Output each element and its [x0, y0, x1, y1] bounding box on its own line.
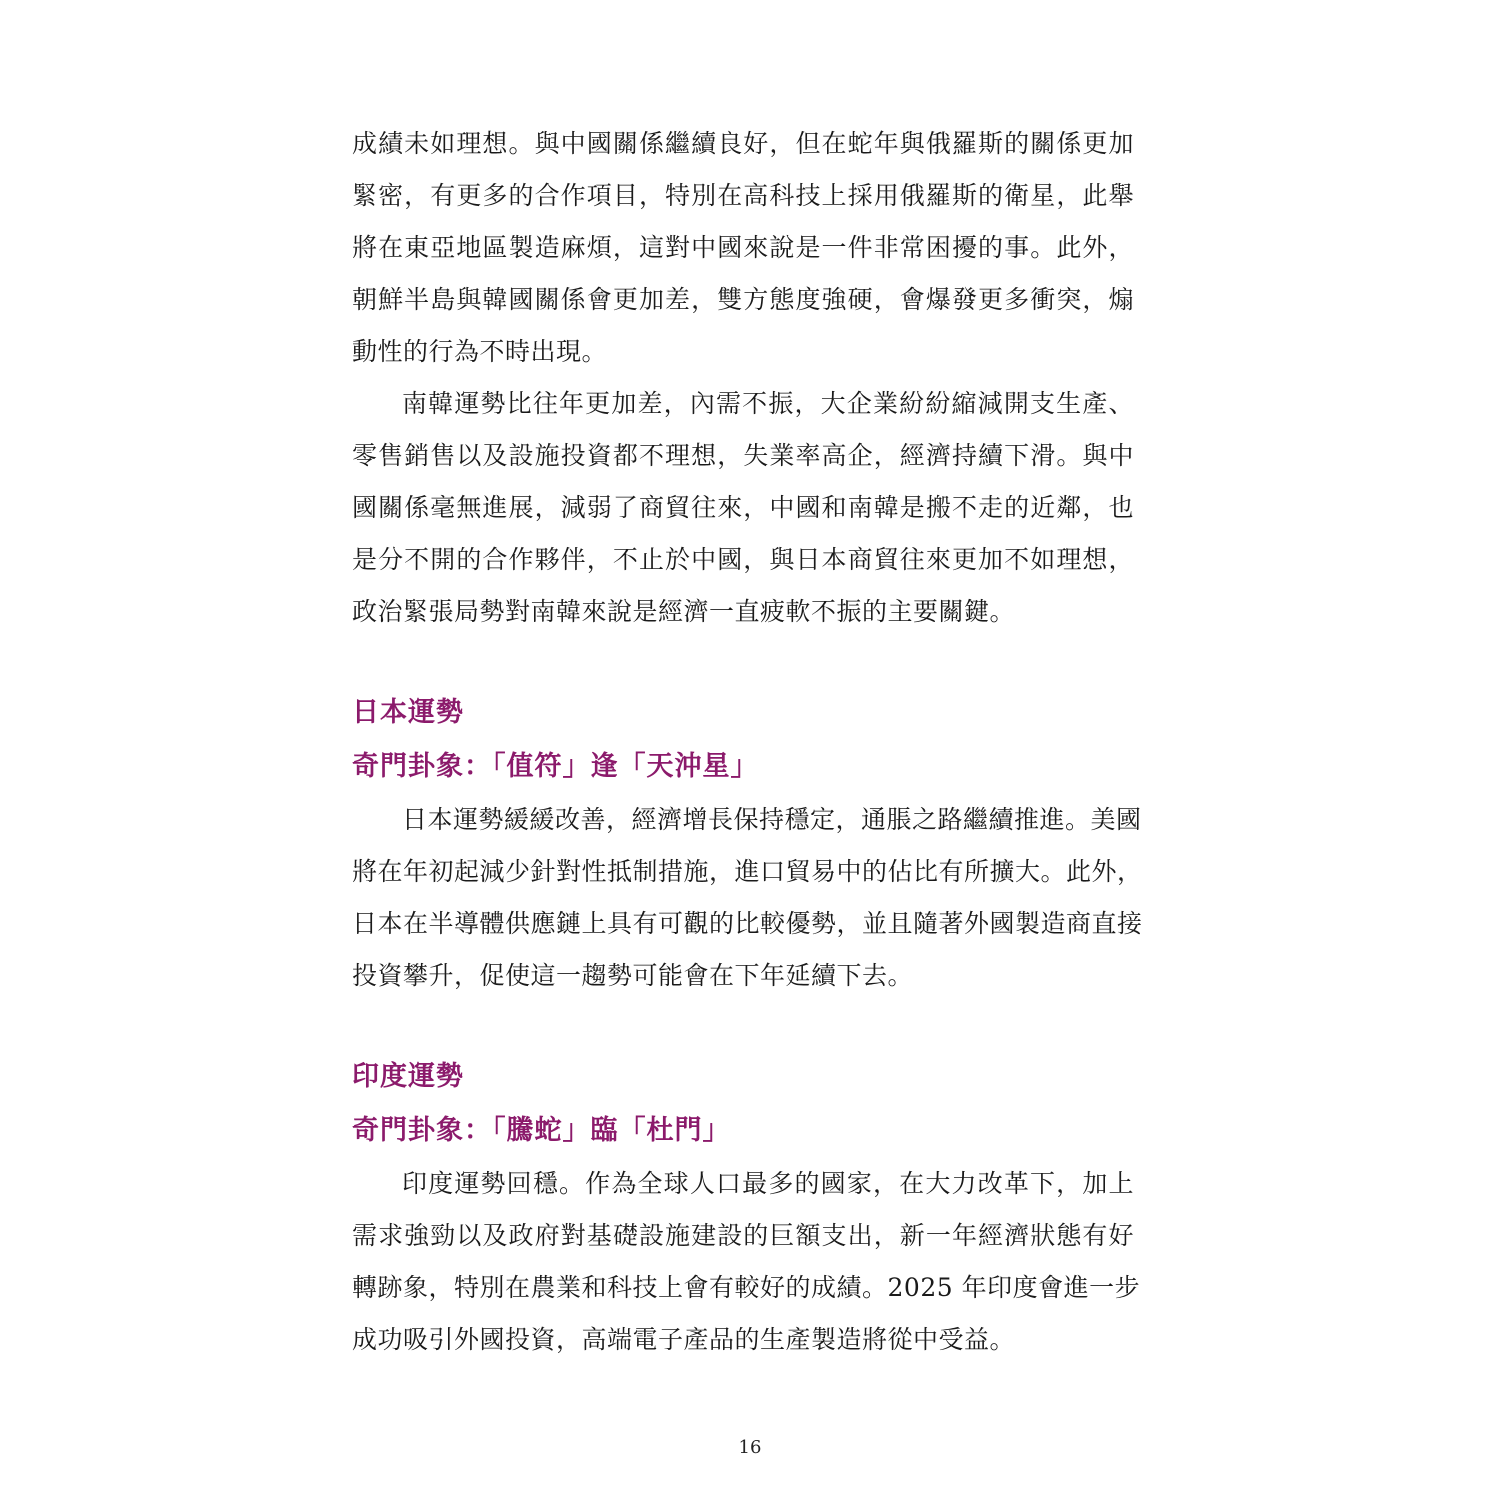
text-line: 成績未如理想。與中國關係繼續良好，但在蛇年與俄羅斯的關係更加: [352, 129, 1134, 158]
text-line: 緊密，有更多的合作項目，特別在高科技上採用俄羅斯的衛星，此舉: [352, 181, 1134, 210]
section-title: 日本運勢: [352, 697, 464, 728]
text-line: 朝鮮半島與韓國關係會更加差，雙方態度強硬，會爆發更多衝突，煽: [352, 285, 1134, 314]
text-line: 南韓運勢比往年更加差，內需不振，大企業紛紛縮減開支生產、: [402, 389, 1134, 418]
section-japan: [352, 686, 1143, 1002]
paragraph-korea-relations: [352, 118, 1134, 378]
paragraph-south-korea: [352, 378, 1134, 638]
text-line: 投資攀升，促使這一趨勢可能會在下年延續下去。: [352, 961, 914, 990]
page-number: 16: [738, 1437, 762, 1458]
text-line: 將在東亞地區製造麻煩，這對中國來說是一件非常困擾的事。此外，: [352, 233, 1134, 262]
text-line: 印度運勢回穩。作為全球人口最多的國家，在大力改革下，加上: [402, 1169, 1134, 1198]
section-india: [352, 1050, 1141, 1366]
text-line: 國關係毫無進展，減弱了商貿往來，中國和南韓是搬不走的近鄰，也: [352, 493, 1134, 522]
page-body: [352, 118, 1143, 1366]
section-title: 印度運勢: [352, 1061, 464, 1092]
text-line: 轉跡象，特別在農業和科技上會有較好的成績。2025 年印度會進一步: [352, 1273, 1141, 1302]
text-line: 零售銷售以及設施投資都不理想，失業率高企，經濟持續下滑。與中: [352, 441, 1134, 470]
text-line: 將在年初起減少針對性抵制措施，進口貿易中的佔比有所擴大。此外，: [352, 857, 1143, 886]
text-line: 日本運勢緩緩改善，經濟增長保持穩定，通脹之路繼續推進。美國: [402, 805, 1142, 834]
section-spacer: [352, 1002, 1134, 1050]
text-line: 需求強勁以及政府對基礎設施建設的巨額支出，新一年經濟狀態有好: [352, 1221, 1134, 1250]
section-subtitle: 奇門卦象：「騰蛇」臨「杜門」: [352, 1115, 731, 1146]
text-line: 成功吸引外國投資，高端電子產品的生產製造將從中受益。: [352, 1325, 1016, 1354]
section-spacer: [352, 638, 1134, 686]
section-subtitle: 奇門卦象：「值符」逢「天沖星」: [352, 751, 759, 782]
text-line: 日本在半導體供應鏈上具有可觀的比較優勢，並且隨著外國製造商直接: [352, 909, 1143, 938]
text-line: 政治緊張局勢對南韓來說是經濟一直疲軟不振的主要關鍵。: [352, 597, 1016, 626]
text-line: 是分不開的合作夥伴，不止於中國，與日本商貿往來更加不如理想，: [352, 545, 1134, 574]
text-line: 動性的行為不時出現。: [352, 337, 608, 366]
